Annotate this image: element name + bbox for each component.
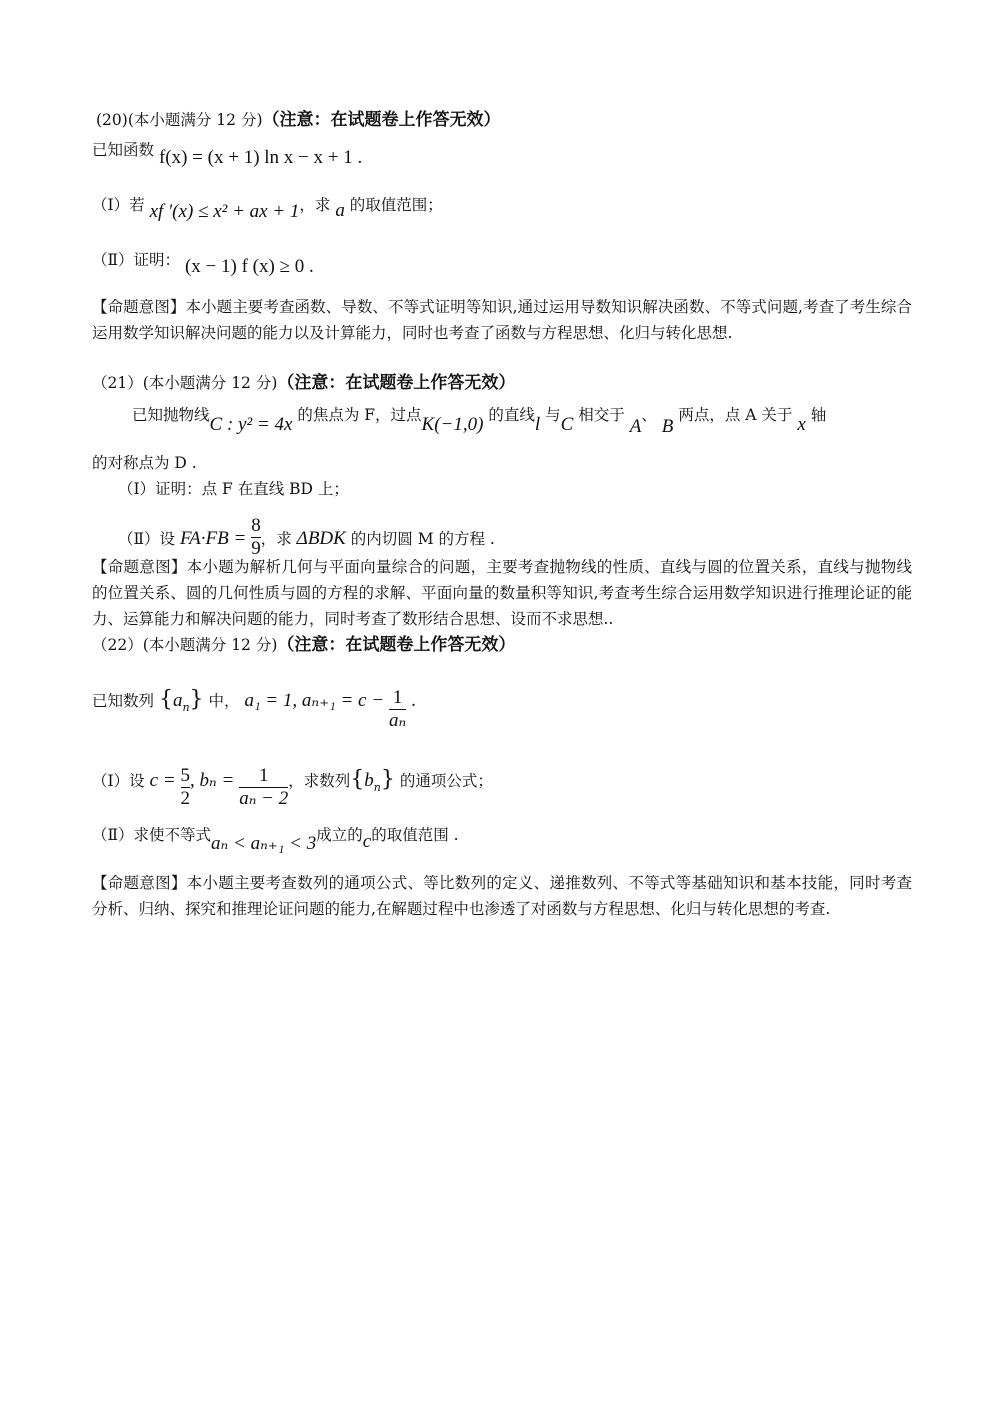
- q21-c: C: [560, 414, 574, 435]
- q21-curve: C : y² = 4x: [209, 414, 293, 435]
- q21-given: [132, 405, 827, 437]
- q21-p2-num: 8: [251, 515, 261, 536]
- q22-p1-mid: ，求数列: [288, 771, 351, 790]
- q20-part1: [92, 195, 443, 222]
- right-brace-icon: }: [189, 686, 204, 712]
- q20-part2: [92, 250, 314, 277]
- q22-p1-end: 的通项公式；: [399, 771, 493, 790]
- q20-header-text: (20)(本小题满分 12 分): [96, 111, 263, 129]
- q22-p1-c-fraction: [181, 766, 191, 810]
- q21-t4: 与: [545, 406, 561, 424]
- q22-def-fraction: [389, 688, 406, 732]
- q21-header: [92, 375, 515, 392]
- q22-header-text: （22）(本小题满分 12 分): [92, 636, 278, 654]
- q22-p2-mid: 成立的: [316, 826, 363, 844]
- q22-p1-label: （Ⅰ）设: [92, 771, 145, 790]
- q20-function: f(x) = (x + 1) ln x − x + 1 .: [158, 147, 363, 168]
- q21-note: （注意：在试题卷上作答无效）: [277, 373, 516, 393]
- q20-p1-label: （Ⅰ）若: [92, 196, 145, 214]
- q20-p2-label: （Ⅱ）证明：: [92, 251, 181, 269]
- q20-p1-end: 的取值范围；: [349, 196, 443, 214]
- q20-header: [96, 112, 501, 129]
- q21-p2-mid: ，求: [260, 529, 292, 548]
- q22-seq-b: b: [364, 769, 374, 791]
- q22-p2-end: 的取值范围 .: [371, 826, 459, 844]
- q22-seq-b-sub: n: [373, 780, 381, 794]
- q20-note: （注意：在试题卷上作答无效）: [262, 110, 501, 130]
- q22-intent: 【命题意图】本小题主要考查数列的通项公式、等比数列的定义、递推数列、不等式等基础知识和基本技能，同时考查分析、归纳、探究和推理论证问题的能力,在解题过程中也渗透了对函数与方程思想、化归与转化思想的考查.: [92, 874, 912, 918]
- q22-part2: [92, 825, 459, 854]
- q22-intro: 已知数列: [92, 691, 155, 710]
- q21-t8: 轴: [810, 406, 827, 424]
- q20-intro: 已知函数: [92, 141, 155, 159]
- left-brace-icon: {: [158, 686, 173, 712]
- q21-x: x: [797, 414, 806, 435]
- q22-p1-c-num: 5: [180, 765, 191, 786]
- q21-t5: 相交于: [578, 406, 625, 424]
- q22-p1-b-num: 1: [259, 765, 269, 786]
- q21-point: K(−1,0): [421, 414, 484, 435]
- q22-header: [92, 637, 515, 654]
- q22-p1-c: c =: [149, 769, 176, 791]
- q20-p2-expr: (x − 1) f (x) ≥ 0 .: [184, 256, 314, 277]
- q22-p2-c: c: [362, 831, 372, 852]
- q21-t7: 两点，点 A 关于: [678, 406, 793, 424]
- q21-p2-end: 的内切圆 M 的方程 .: [350, 529, 495, 548]
- q22-def-den: aₙ: [388, 709, 407, 731]
- q22-p2-ineq: aₙ < aₙ₊₁ < 3: [211, 833, 317, 854]
- q20-p1-rest: ，求: [299, 196, 331, 214]
- q21-p2-triangle: ΔBDK: [296, 527, 346, 549]
- q21-t2: 的焦点为 F，过点: [297, 406, 422, 424]
- right-brace-icon: }: [380, 766, 395, 792]
- q22-def: a₁ = 1, aₙ₊₁ = c −: [244, 689, 385, 711]
- q20-given: [92, 140, 363, 168]
- q21-t3: 的直线: [488, 406, 535, 424]
- q22-p2-label: （Ⅱ）求使不等式: [92, 826, 212, 844]
- q22-note: （注意：在试题卷上作答无效）: [277, 635, 516, 655]
- q20-p1-var: a: [335, 200, 345, 221]
- q22-seq-a-sub: n: [182, 700, 190, 714]
- q21-intent: 【命题意图】本小题为解析几何与平面向量综合的问题，主要考查抛物线的性质、直线与圆的位置关系，直线与抛物线的位置关系、圆的几何性质与圆的方程的求解、平面向量的数量积等知识,考查考生综合运用数学知识进行推理论证的能力、运算能力和解决问题的能力，同时考查了数形结合思想、设而不求思想..: [92, 558, 912, 628]
- q22-p1-b: , bₙ =: [190, 769, 235, 791]
- q21-p2-label: （Ⅱ）设: [118, 529, 176, 548]
- q22-given: [92, 680, 416, 731]
- q20-intent: 【命题意图】本小题主要考查函数、导数、不等式证明等知识,通过运用导数知识解决函数、不等式问题,考查了考生综合运用数学知识解决问题的能力以及计算能力，同时也考查了函数与方程思想、化归与转化思想.: [92, 298, 912, 342]
- q21-a: A: [629, 416, 642, 437]
- q22-seq-a: a: [172, 689, 183, 711]
- q22-p1-b-fraction: [239, 766, 288, 810]
- q21-p2-vector: FA·FB =: [179, 527, 247, 549]
- q21-part1: （Ⅰ）证明：点 F 在直线 BD 上；: [118, 480, 349, 498]
- q22-p1-c-den: 2: [180, 787, 191, 809]
- left-brace-icon: {: [350, 766, 365, 792]
- q21-line-l: l: [534, 414, 541, 435]
- q21-t9: 的对称点为 D .: [92, 454, 197, 472]
- q21-t6: 、: [641, 406, 657, 424]
- q21-p2-den: 9: [251, 537, 261, 559]
- q21-header-text: （21）(本小题满分 12 分): [92, 374, 278, 392]
- q22-p1-b-den: aₙ − 2: [239, 787, 289, 809]
- q22-zhong: 中，: [208, 691, 240, 710]
- q22-def-num: 1: [392, 687, 403, 708]
- q21-b: B: [661, 416, 674, 437]
- q22-part1: [92, 760, 493, 809]
- q20-p1-condition: xf ′(x) ≤ x² + ax + 1: [149, 201, 300, 222]
- q22-def-end: .: [411, 689, 416, 711]
- q21-t1: 已知抛物线: [132, 406, 210, 424]
